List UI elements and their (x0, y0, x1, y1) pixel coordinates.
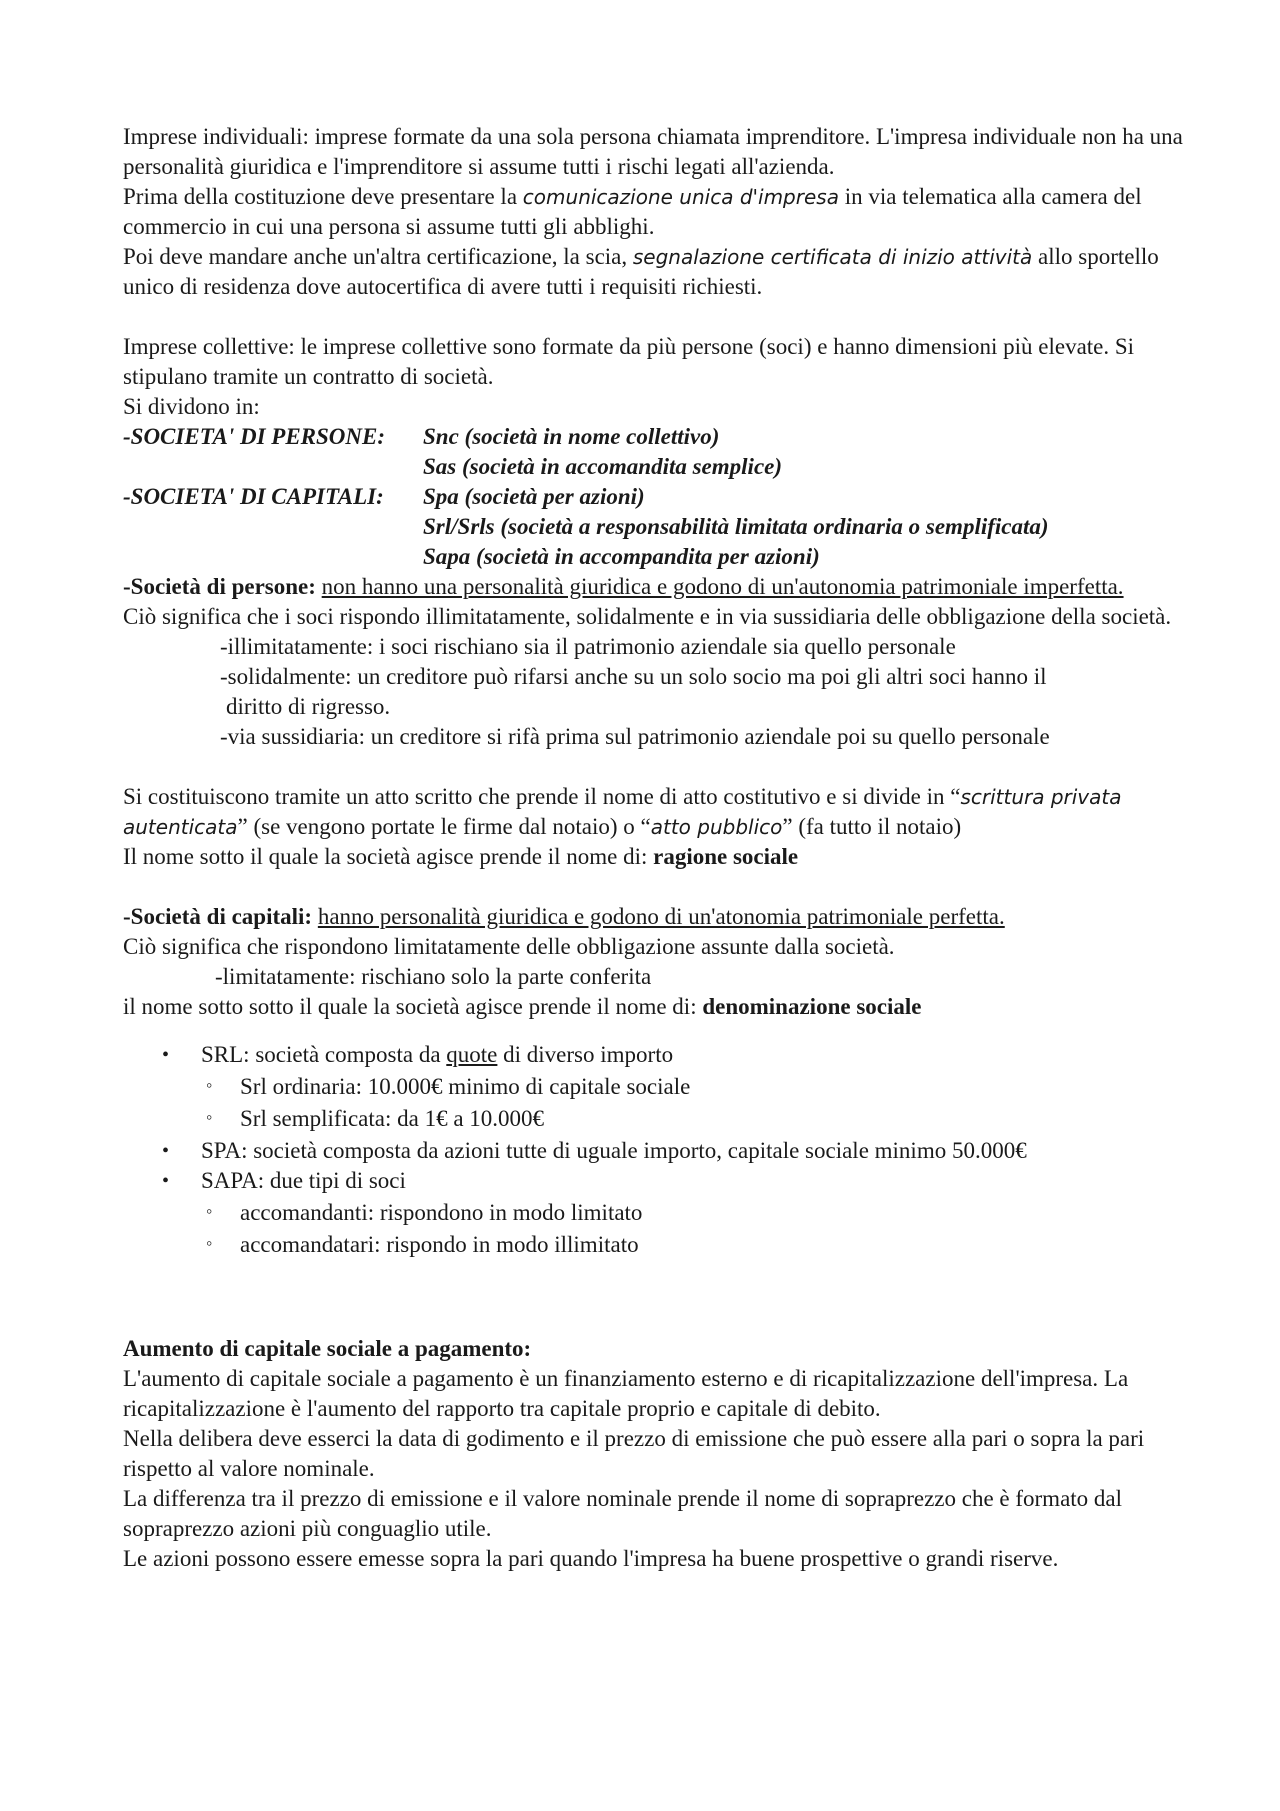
collective-para-1: Imprese collettive: le imprese collettive sono formate da più persone (soci) e hanno dimensioni più elevate. Si stipulano tramite un contratto di società. (123, 334, 1135, 389)
societa-capitali-row (123, 482, 1183, 572)
text-run: in via telematica alla camera del commercio in cui una persona si assume tutti gli abblighi. (123, 184, 1142, 239)
text-run: di diverso importo (497, 1042, 674, 1067)
type-sas: Sas (società in accomandita semplice) (423, 454, 783, 479)
aumento-para-2: Nella delibera deve esserci la data di godimento e il prezzo di emissione che può essere alla pari o sopra la pari rispetto al valore nominale. (123, 1426, 1145, 1481)
text-run: Poi deve mandare anche un'altra certificazione, la scia, (123, 244, 633, 269)
type-spa: Spa (società per azioni) (423, 484, 645, 509)
def-illimitatamente: -illimitatamente: i soci rischiano sia il patrimonio aziendale sia quello personale (220, 634, 956, 659)
text-run: SRL: società composta da (201, 1042, 447, 1067)
capitali-heading (123, 902, 1183, 932)
text-run: allo sportello unico di residenza dove autocertifica di avere tutti i requisiti richiesti. (123, 244, 1159, 299)
bullet-icon: • (162, 1044, 170, 1066)
text-run: Il nome sotto il quale la società agisce prende il nome di: (123, 844, 654, 869)
text-run: il nome sotto sotto il quale la società agisce prende il nome di: (123, 994, 703, 1019)
ragione-sociale-para (123, 842, 1183, 872)
societa-persone-types (423, 422, 782, 482)
collective-para-2: Si dividono in: (123, 394, 260, 419)
heading-text: -Società di capitali: (123, 904, 313, 929)
bullet-icon: • (162, 1170, 170, 1192)
circle-bullet-icon: ◦ (206, 1107, 213, 1127)
list-item-text: accomandatari: rispondo in modo illimitato (240, 1232, 639, 1257)
aumento-heading: Aumento di capitale sociale a pagamento: (123, 1336, 532, 1361)
list-item-srl (123, 1040, 1183, 1070)
document-page (123, 122, 1183, 1574)
underlined-text: quote (446, 1042, 498, 1067)
emphasis-text: comunicazione unica d'impresa (522, 185, 839, 209)
list-item-accomandatari (123, 1230, 1183, 1260)
circle-bullet-icon: ◦ (206, 1233, 213, 1253)
paragraph-gap (123, 1260, 1183, 1304)
individual-para-3 (123, 242, 1183, 302)
emphasis-text: scrittura privata autenticata (123, 785, 1122, 839)
list-item-text: accomandanti: rispondono in modo limitato (240, 1200, 643, 1225)
type-snc: Snc (società in nome collettivo) (423, 424, 720, 449)
text-run: Si costituiscono tramite un atto scritto che prende il nome di atto costitutivo e si divide in “ (123, 784, 961, 809)
text-run: Prima della costituzione deve presentare la (123, 184, 523, 209)
emphasis-text: segnalazione certificata di inizio attività (632, 245, 1033, 269)
societa-persone-row (123, 422, 1183, 482)
societa-persone-label: -SOCIETA' DI PERSONE: (123, 424, 386, 449)
aumento-para-4: Le azioni possono essere emesse sopra la pari quando l'impresa ha buene prospettive o grandi riserve. (123, 1546, 1059, 1571)
bullet-icon: • (162, 1140, 170, 1162)
capitali-explain: Ciò significa che rispondono limitatamente delle obbligazione assunte dalla società. (123, 934, 895, 959)
bold-term: ragione sociale (653, 844, 799, 869)
list-item-text: SPA: società composta da azioni tutte di uguale importo, capitale sociale minimo 50.000€ (201, 1138, 1027, 1163)
societa-capitali-label: -SOCIETA' DI CAPITALI: (123, 484, 384, 509)
text-run: ” (fa tutto il notaio) (782, 814, 962, 839)
list-item-accomandanti (123, 1198, 1183, 1228)
def-solidalmente: -solidalmente: un creditore può rifarsi anche su un solo socio ma poi gli altri soci hanno il (220, 664, 1047, 689)
circle-bullet-icon: ◦ (206, 1075, 213, 1095)
type-srl: Srl/Srls (società a responsabilità limitata ordinaria o semplificata) (423, 514, 1049, 539)
list-item-text: SAPA: due tipi di soci (201, 1168, 406, 1193)
heading-text: -Società di persone: (123, 574, 316, 599)
list-item-sapa (123, 1166, 1183, 1196)
societa-capitali-types (423, 482, 1049, 572)
list-item-text: Srl semplificata: da 1€ a 10.000€ (240, 1106, 545, 1131)
bold-term: denominazione sociale (702, 994, 922, 1019)
def-limitatamente: -limitatamente: rischiano solo la parte conferita (215, 964, 652, 989)
persone-heading (123, 572, 1183, 602)
underlined-text: non hanno una personalità giuridica e godono di un'autonomia patrimoniale imperfetta. (321, 574, 1124, 599)
paragraph-gap (123, 872, 1183, 902)
paragraph-gap (123, 752, 1183, 782)
paragraph-gap (123, 1304, 1183, 1334)
emphasis-text: atto pubblico (650, 815, 783, 839)
company-forms-list (123, 1040, 1183, 1260)
individual-para-1: Imprese individuali: imprese formate da una sola persona chiamata imprenditore. L'impresa individuale non ha una personalità giuridica e l'imprenditore si assume tutti i rischi legati all'azienda. (123, 124, 1183, 179)
list-item-srl-semplificata (123, 1104, 1183, 1134)
list-item-srl-ordinaria (123, 1072, 1183, 1102)
paragraph-gap (123, 302, 1183, 332)
def-solidalmente-cont: diritto di rigresso. (226, 694, 391, 719)
aumento-para-1: L'aumento di capitale sociale a pagamento è un finanziamento esterno e di ricapitalizzazione dell'impresa. La ricapitalizzazione è l'aumento del rapporto tra capitale proprio e capitale di debito. (123, 1366, 1129, 1421)
circle-bullet-icon: ◦ (206, 1201, 213, 1221)
def-via-sussidiaria: -via sussidiaria: un creditore si rifà prima sul patrimonio aziendale poi su quello personale (220, 724, 1050, 749)
list-item-text: Srl ordinaria: 10.000€ minimo di capitale sociale (240, 1074, 691, 1099)
type-sapa: Sapa (società in accompandita per azioni) (423, 544, 820, 569)
list-item-spa (123, 1136, 1183, 1166)
aumento-para-3: La differenza tra il prezzo di emissione e il valore nominale prende il nome di sopraprezzo che è formato dal sopraprezzo azioni più conguaglio utile. (123, 1486, 1123, 1541)
denominazione-sociale-para (123, 992, 1183, 1022)
atto-costitutivo-para (123, 782, 1183, 842)
persone-explain: Ciò significa che i soci rispondo illimitatamente, solidalmente e in via sussidiaria delle obbligazione della società. (123, 604, 1172, 629)
underlined-text: hanno personalità giuridica e godono di un'atonomia patrimoniale perfetta. (317, 904, 1005, 929)
individual-para-2 (123, 182, 1183, 242)
text-run: ” (se vengono portate le firme dal notaio) o “ (237, 814, 651, 839)
